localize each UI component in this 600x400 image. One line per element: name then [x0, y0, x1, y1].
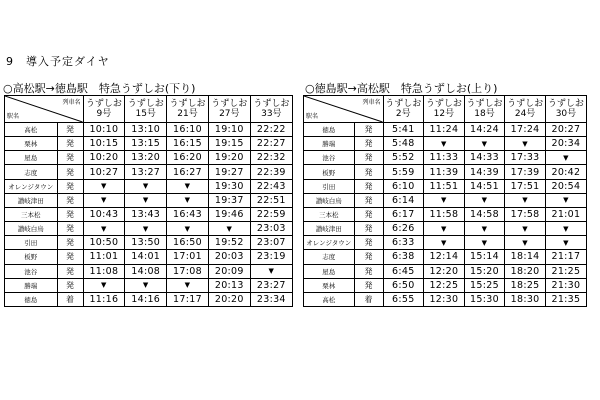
station-name: 三本松 [5, 207, 57, 221]
time-cell: 12:20 [424, 264, 465, 278]
time-cell: 14:01 [125, 250, 167, 264]
time-cell: 12:25 [424, 278, 465, 292]
time-cell: 5:41 [383, 123, 424, 137]
arrival-departure: 発 [57, 165, 83, 179]
time-cell: 10:15 [83, 137, 125, 151]
time-cell: 11:24 [424, 123, 465, 137]
time-cell: 6:50 [383, 278, 424, 292]
time-cell: 11:33 [424, 151, 465, 165]
table-row [304, 165, 586, 179]
time-cell: 16:15 [167, 137, 209, 151]
time-cell: 6:38 [383, 250, 424, 264]
time-cell: 23:03 [250, 222, 292, 236]
time-cell: 18:20 [505, 264, 546, 278]
pass-through-mark: ▼ [125, 193, 167, 207]
pass-through-mark: ▼ [83, 179, 125, 193]
table-row [5, 250, 292, 264]
time-cell: 12:14 [424, 250, 465, 264]
train-number: 30号 [555, 109, 577, 119]
pass-through-mark: ▼ [545, 193, 586, 207]
time-cell: 14:24 [464, 123, 505, 137]
pass-through-mark: ▼ [167, 179, 209, 193]
table-row [304, 236, 586, 250]
time-cell: 14:51 [464, 179, 505, 193]
time-cell: 14:08 [125, 264, 167, 278]
train-number: 27号 [219, 109, 240, 119]
time-cell: 20:27 [545, 123, 586, 137]
pass-through-mark: ▼ [83, 278, 125, 292]
train-number: 18号 [474, 109, 495, 119]
time-cell: 6:17 [383, 207, 424, 221]
time-cell: 16:20 [167, 151, 209, 165]
arrival-departure: 発 [354, 151, 383, 165]
train-header [208, 96, 250, 123]
pass-through-mark: ▼ [424, 222, 465, 236]
station-name: 徳島 [304, 123, 354, 137]
time-cell: 15:25 [464, 278, 505, 292]
time-cell: 11:01 [83, 250, 125, 264]
station-name: 栗林 [304, 278, 354, 292]
train-number: 2号 [395, 109, 411, 119]
arrival-departure: 着 [57, 292, 83, 306]
time-cell: 14:16 [125, 292, 167, 306]
time-cell: 23:27 [250, 278, 292, 292]
time-cell: 18:30 [505, 292, 546, 306]
table-row [304, 250, 586, 264]
time-cell: 19:52 [208, 236, 250, 250]
time-cell: 20:34 [545, 137, 586, 151]
station-name: 池谷 [5, 264, 57, 278]
time-cell: 6:14 [383, 193, 424, 207]
table-row [5, 137, 292, 151]
corner-label-train: 列車名 [362, 99, 381, 106]
time-cell: 5:48 [383, 137, 424, 151]
station-name: 屋島 [304, 264, 354, 278]
time-cell: 17:33 [505, 151, 546, 165]
corner-label-station: 駅名 [7, 113, 20, 120]
time-cell: 17:17 [167, 292, 209, 306]
table-row [304, 278, 586, 292]
table-row [304, 151, 586, 165]
pass-through-mark: ▼ [83, 193, 125, 207]
time-cell: 21:25 [545, 264, 586, 278]
time-cell: 10:27 [83, 165, 125, 179]
time-cell: 23:34 [250, 292, 292, 306]
time-cell: 19:15 [208, 137, 250, 151]
train-name: うずしお [547, 99, 584, 109]
time-cell: 21:30 [545, 278, 586, 292]
arrival-departure: 発 [57, 222, 83, 236]
time-cell: 16:50 [167, 236, 209, 250]
timetable-up [303, 95, 587, 307]
section-title: 9 導入予定ダイヤ [6, 55, 110, 68]
arrival-departure: 発 [354, 222, 383, 236]
train-header [83, 96, 125, 123]
pass-through-mark: ▼ [125, 278, 167, 292]
pass-through-mark: ▼ [505, 193, 546, 207]
train-header [464, 96, 505, 123]
train-number: 9号 [96, 109, 112, 119]
time-cell: 21:17 [545, 250, 586, 264]
time-cell: 13:43 [125, 207, 167, 221]
train-number: 15号 [135, 109, 156, 119]
arrival-departure: 発 [57, 250, 83, 264]
time-cell: 10:10 [83, 123, 125, 137]
table-row [304, 193, 586, 207]
table-row [304, 179, 586, 193]
arrival-departure: 発 [354, 264, 383, 278]
pass-through-mark: ▼ [505, 236, 546, 250]
train-header [125, 96, 167, 123]
time-cell: 19:46 [208, 207, 250, 221]
time-cell: 22:22 [250, 123, 292, 137]
arrival-departure: 着 [354, 292, 383, 306]
header-corner [5, 96, 83, 123]
train-name: うずしお [169, 99, 206, 109]
time-cell: 21:35 [545, 292, 586, 306]
time-cell: 11:39 [424, 165, 465, 179]
time-cell: 6:55 [383, 292, 424, 306]
time-cell: 14:58 [464, 207, 505, 221]
station-name: 勝瑞 [304, 137, 354, 151]
time-cell: 16:43 [167, 207, 209, 221]
station-name: 高松 [5, 123, 57, 137]
time-cell: 20:09 [208, 264, 250, 278]
header-corner [304, 96, 383, 123]
time-cell: 5:59 [383, 165, 424, 179]
time-cell: 13:10 [125, 123, 167, 137]
station-name: 板野 [5, 250, 57, 264]
pass-through-mark: ▼ [545, 151, 586, 165]
station-name: 引田 [5, 236, 57, 250]
time-cell: 14:33 [464, 151, 505, 165]
time-cell: 20:42 [545, 165, 586, 179]
time-cell: 6:45 [383, 264, 424, 278]
table-row [5, 151, 292, 165]
pass-through-mark: ▼ [464, 222, 505, 236]
train-name: うずしお [253, 99, 290, 109]
arrival-departure: 発 [57, 207, 83, 221]
arrival-departure: 発 [354, 193, 383, 207]
table-row [304, 137, 586, 151]
time-cell: 17:01 [167, 250, 209, 264]
train-name: うずしお [85, 99, 122, 109]
train-header [383, 96, 424, 123]
table-row [5, 207, 292, 221]
arrival-departure: 発 [57, 193, 83, 207]
time-cell: 17:24 [505, 123, 546, 137]
station-name: 讃岐津田 [5, 193, 57, 207]
time-cell: 22:27 [250, 137, 292, 151]
pass-through-mark: ▼ [545, 222, 586, 236]
arrival-departure: 発 [354, 207, 383, 221]
table-row [304, 264, 586, 278]
time-cell: 10:50 [83, 236, 125, 250]
train-number: 12号 [433, 109, 455, 119]
station-name: 栗林 [5, 137, 57, 151]
time-cell: 18:25 [505, 278, 546, 292]
time-cell: 15:20 [464, 264, 505, 278]
time-cell: 14:39 [464, 165, 505, 179]
timetable-title-down: ○高松駅→徳島駅 特急うずしお(下り) [3, 82, 196, 95]
arrival-departure: 発 [354, 123, 383, 137]
arrival-departure: 発 [57, 236, 83, 250]
time-cell: 20:54 [545, 179, 586, 193]
station-name: 池谷 [304, 151, 354, 165]
time-cell: 22:59 [250, 207, 292, 221]
arrival-departure: 発 [57, 137, 83, 151]
timetable-title-up: ○徳島駅→高松駅 特急うずしお(上り) [305, 82, 498, 95]
table-row [5, 292, 292, 306]
train-header [505, 96, 546, 123]
station-name: 徳島 [5, 292, 57, 306]
time-cell: 20:03 [208, 250, 250, 264]
pass-through-mark: ▼ [505, 222, 546, 236]
time-cell: 13:27 [125, 165, 167, 179]
train-header [250, 96, 292, 123]
pass-through-mark: ▼ [250, 264, 292, 278]
time-cell: 13:15 [125, 137, 167, 151]
time-cell: 22:43 [250, 179, 292, 193]
time-cell: 15:14 [464, 250, 505, 264]
train-name: うずしお [507, 99, 544, 109]
time-cell: 6:10 [383, 179, 424, 193]
train-name: うずしお [385, 99, 422, 109]
time-cell: 12:30 [424, 292, 465, 306]
train-number: 33号 [261, 109, 282, 119]
time-cell: 16:27 [167, 165, 209, 179]
arrival-departure: 発 [57, 278, 83, 292]
table-row [304, 222, 586, 236]
train-name: うずしお [425, 99, 462, 109]
train-header [424, 96, 465, 123]
pass-through-mark: ▼ [208, 222, 250, 236]
pass-through-mark: ▼ [464, 236, 505, 250]
pass-through-mark: ▼ [464, 137, 505, 151]
time-cell: 10:43 [83, 207, 125, 221]
time-cell: 6:26 [383, 222, 424, 236]
time-cell: 11:08 [83, 264, 125, 278]
time-cell: 19:30 [208, 179, 250, 193]
pass-through-mark: ▼ [83, 222, 125, 236]
time-cell: 17:51 [505, 179, 546, 193]
time-cell: 22:32 [250, 151, 292, 165]
time-cell: 20:20 [208, 292, 250, 306]
pass-through-mark: ▼ [505, 137, 546, 151]
pass-through-mark: ▼ [424, 236, 465, 250]
time-cell: 19:10 [208, 123, 250, 137]
time-cell: 22:39 [250, 165, 292, 179]
table-row [304, 207, 586, 221]
station-name: オレンジタウン [304, 236, 354, 250]
arrival-departure: 発 [57, 123, 83, 137]
station-name: 屋島 [5, 151, 57, 165]
corner-label-station: 駅名 [306, 113, 319, 120]
train-name: うずしお [466, 99, 503, 109]
time-cell: 17:39 [505, 165, 546, 179]
arrival-departure: 発 [57, 264, 83, 278]
arrival-departure: 発 [354, 179, 383, 193]
time-cell: 11:51 [424, 179, 465, 193]
arrival-departure: 発 [354, 137, 383, 151]
pass-through-mark: ▼ [464, 193, 505, 207]
time-cell: 13:50 [125, 236, 167, 250]
time-cell: 23:19 [250, 250, 292, 264]
table-row [5, 123, 292, 137]
time-cell: 10:20 [83, 151, 125, 165]
station-name: 三本松 [304, 207, 354, 221]
time-cell: 16:10 [167, 123, 209, 137]
arrival-departure: 発 [354, 278, 383, 292]
pass-through-mark: ▼ [545, 236, 586, 250]
time-cell: 22:51 [250, 193, 292, 207]
time-cell: 5:52 [383, 151, 424, 165]
pass-through-mark: ▼ [125, 222, 167, 236]
arrival-departure: 発 [354, 165, 383, 179]
time-cell: 20:13 [208, 278, 250, 292]
train-name: うずしお [127, 99, 164, 109]
arrival-departure: 発 [57, 179, 83, 193]
time-cell: 17:58 [505, 207, 546, 221]
timetable-down [4, 95, 293, 307]
table-row [5, 278, 292, 292]
time-cell: 19:27 [208, 165, 250, 179]
time-cell: 17:08 [167, 264, 209, 278]
train-name: うずしお [211, 99, 248, 109]
arrival-departure: 発 [57, 151, 83, 165]
time-cell: 13:20 [125, 151, 167, 165]
time-cell: 15:30 [464, 292, 505, 306]
station-name: 志度 [5, 165, 57, 179]
header-row [5, 96, 292, 123]
time-cell: 11:16 [83, 292, 125, 306]
table-row [304, 123, 586, 137]
table-row [5, 179, 292, 193]
train-header [167, 96, 209, 123]
time-cell: 23:07 [250, 236, 292, 250]
station-name: 讃岐津田 [304, 222, 354, 236]
table-row [5, 236, 292, 250]
station-name: 志度 [304, 250, 354, 264]
time-cell: 11:58 [424, 207, 465, 221]
arrival-departure: 発 [354, 250, 383, 264]
table-row [5, 165, 292, 179]
time-cell: 21:01 [545, 207, 586, 221]
station-name: 勝瑞 [5, 278, 57, 292]
corner-label-train: 列車名 [62, 99, 81, 106]
train-number: 24号 [514, 109, 536, 119]
station-name: 板野 [304, 165, 354, 179]
time-cell: 6:33 [383, 236, 424, 250]
table-row [5, 222, 292, 236]
table-row [5, 264, 292, 278]
train-number: 21号 [177, 109, 198, 119]
arrival-departure: 発 [354, 236, 383, 250]
pass-through-mark: ▼ [167, 278, 209, 292]
station-name: オレンジタウン [5, 179, 57, 193]
time-cell: 18:14 [505, 250, 546, 264]
table-row [304, 292, 586, 306]
train-header [545, 96, 586, 123]
station-name: 引田 [304, 179, 354, 193]
pass-through-mark: ▼ [424, 193, 465, 207]
pass-through-mark: ▼ [167, 222, 209, 236]
time-cell: 19:20 [208, 151, 250, 165]
station-name: 讃岐白鳥 [304, 193, 354, 207]
header-row [304, 96, 586, 123]
station-name: 讃岐白鳥 [5, 222, 57, 236]
table-row [5, 193, 292, 207]
pass-through-mark: ▼ [167, 193, 209, 207]
station-name: 高松 [304, 292, 354, 306]
pass-through-mark: ▼ [125, 179, 167, 193]
pass-through-mark: ▼ [424, 137, 465, 151]
time-cell: 19:37 [208, 193, 250, 207]
